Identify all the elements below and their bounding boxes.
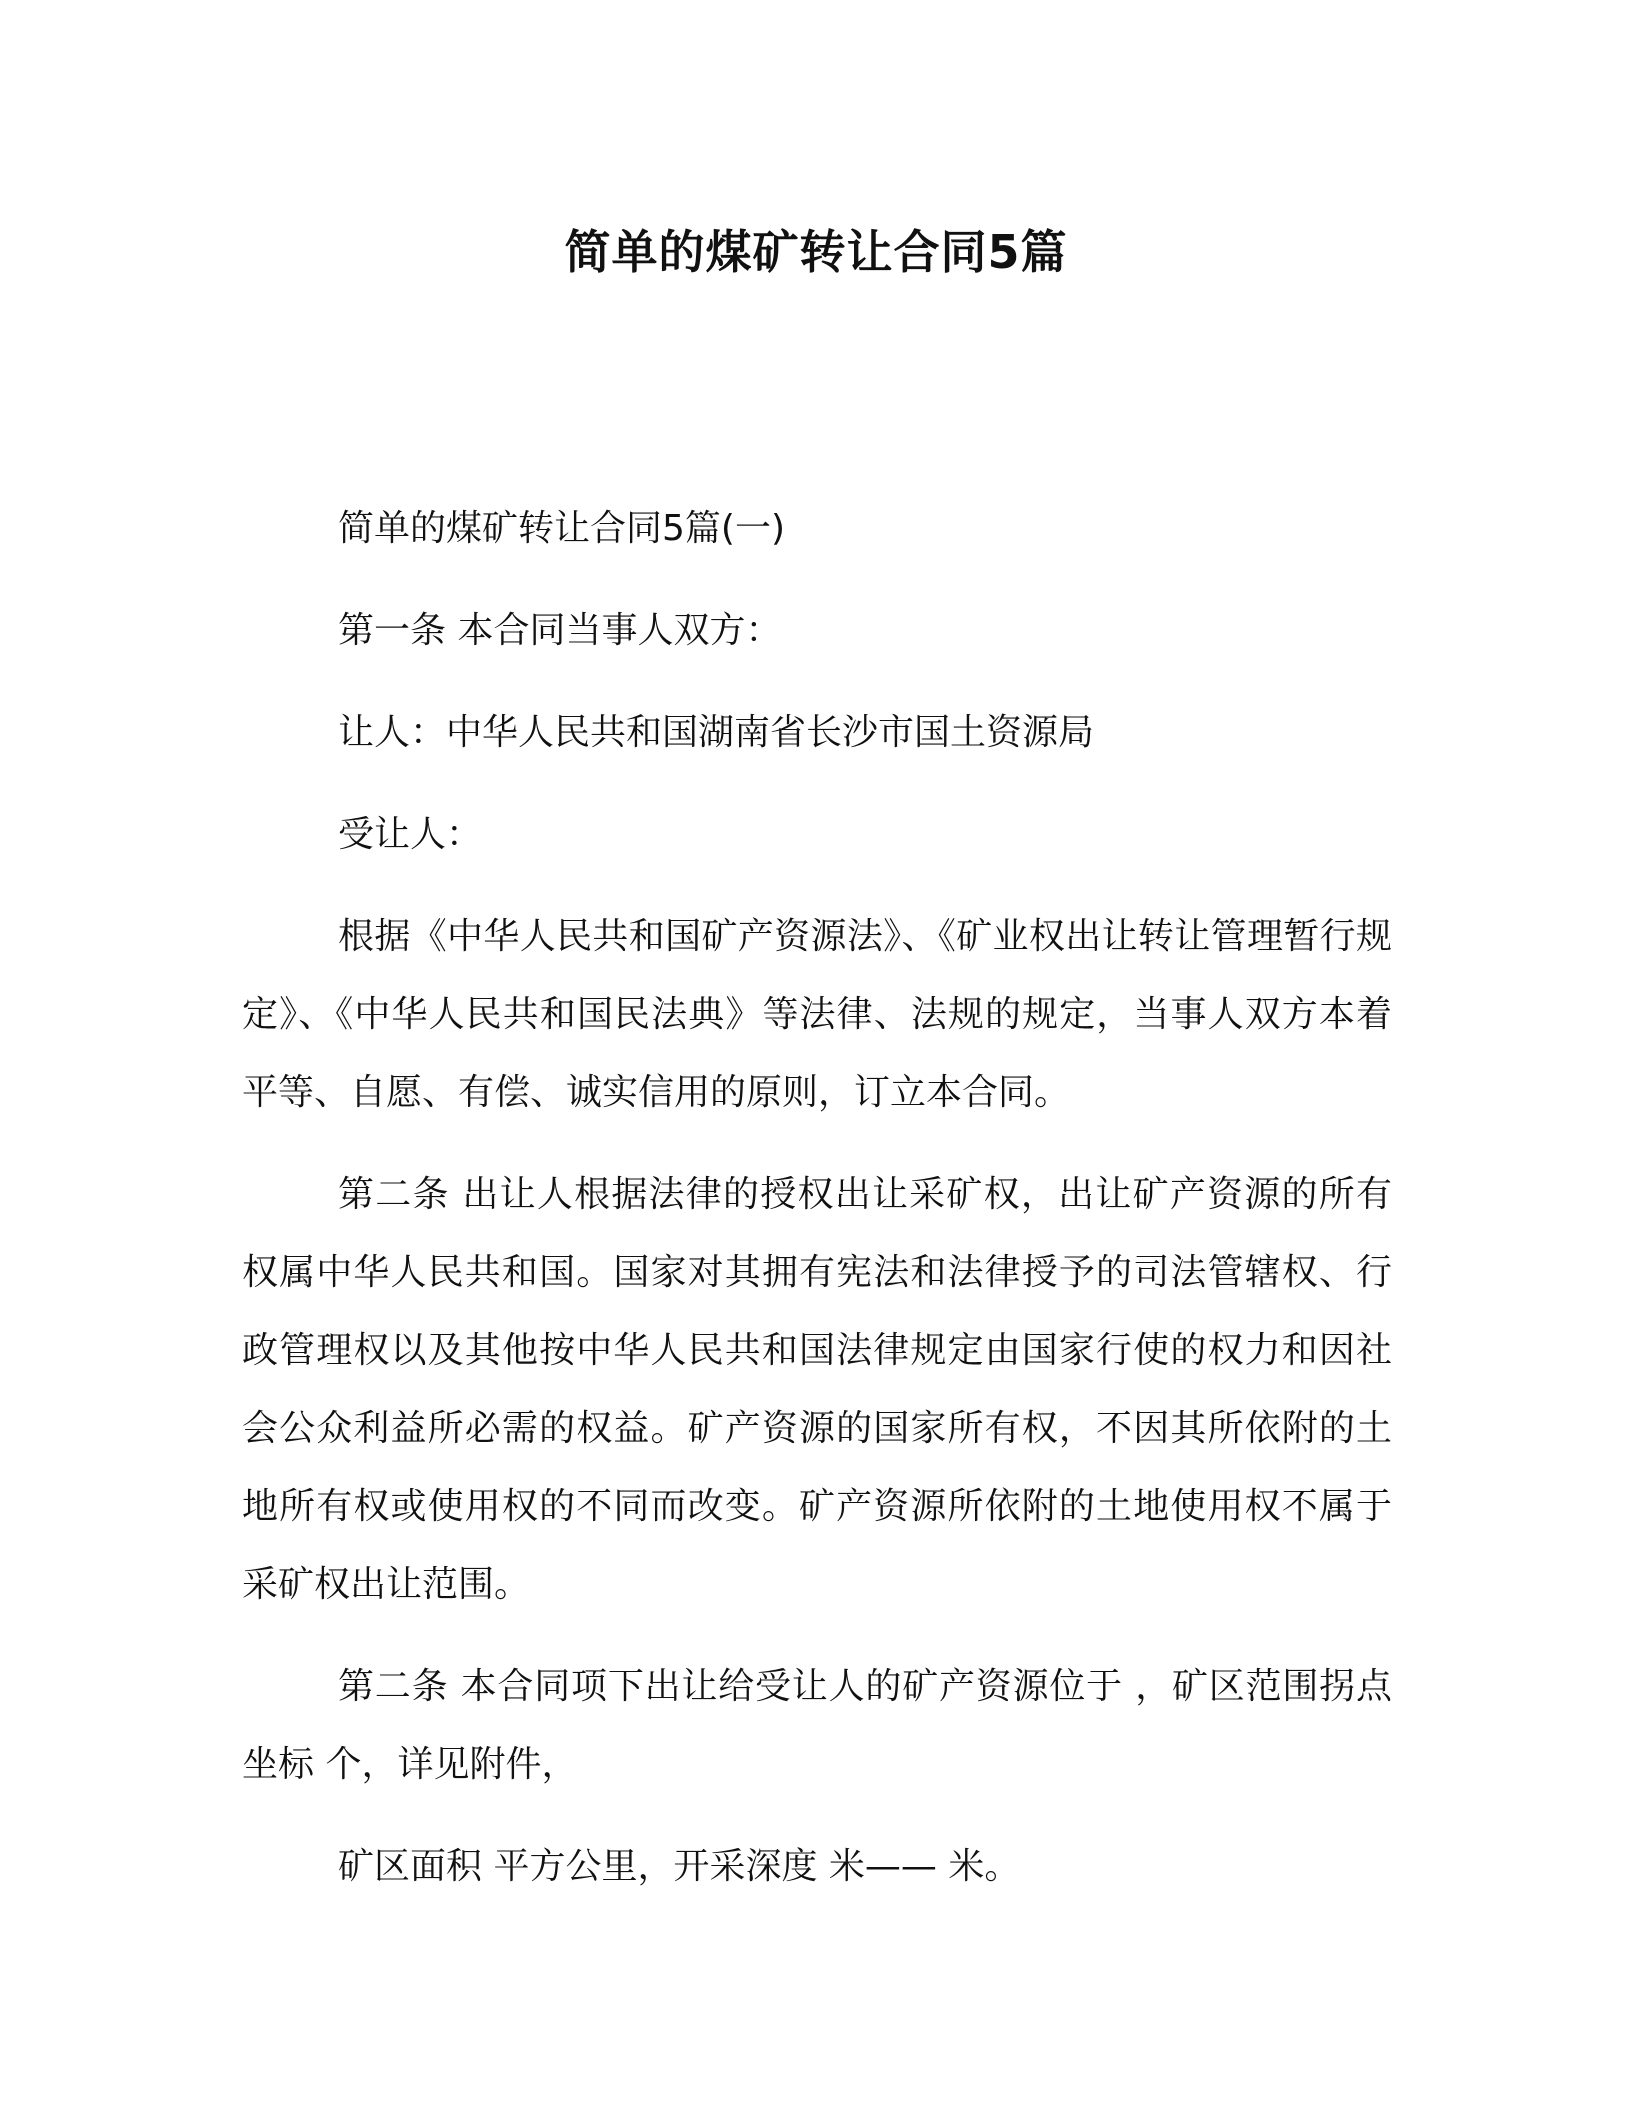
paragraph-subtitle: 简单的煤矿转让合同5篇(一) (338, 508, 785, 549)
paragraph-article-2-ownership: 第二条 出让人根据法律的授权出让采矿权，出让矿产资源的所有权属中华人民共和国。国家对其拥有宪法和法律授予的司法管辖权、行政管理权以及其他按中华人民共和国法律规定由国家行使的权力和因社会公众利益所必需的权益。矿产资源的国家所有权，不因其所依附的土地所有权或使用权的不同而改变。矿产资源所依附的土地使用权不属于采矿权出让范围。 (242, 1174, 1392, 1605)
paragraph-area-depth: 矿区面积 平方公里，开采深度 米—— 米。 (338, 1846, 1021, 1887)
paragraph-transferee: 受让人： (338, 814, 483, 855)
document-title: 简单的煤矿转让合同5篇 (564, 225, 1068, 279)
paragraph-legal-basis: 根据《中华人民共和国矿产资源法》、《矿业权出让转让管理暂行规定》、《中华人民共和国民法典》等法律、法规的规定，当事人双方本着平等、自愿、有偿、诚实信用的原则，订立本合同。 (242, 916, 1392, 1113)
paragraph-article-1: 第一条 本合同当事人双方： (338, 610, 782, 651)
paragraph-transferor: 让人：中华人民共和国湖南省长沙市国土资源局 (338, 712, 1095, 753)
paragraph-article-2-location: 第二条 本合同项下出让给受让人的矿产资源位于 ，矿区范围拐点坐标 个，详见附件， (242, 1666, 1392, 1785)
document-body (242, 490, 1392, 1930)
